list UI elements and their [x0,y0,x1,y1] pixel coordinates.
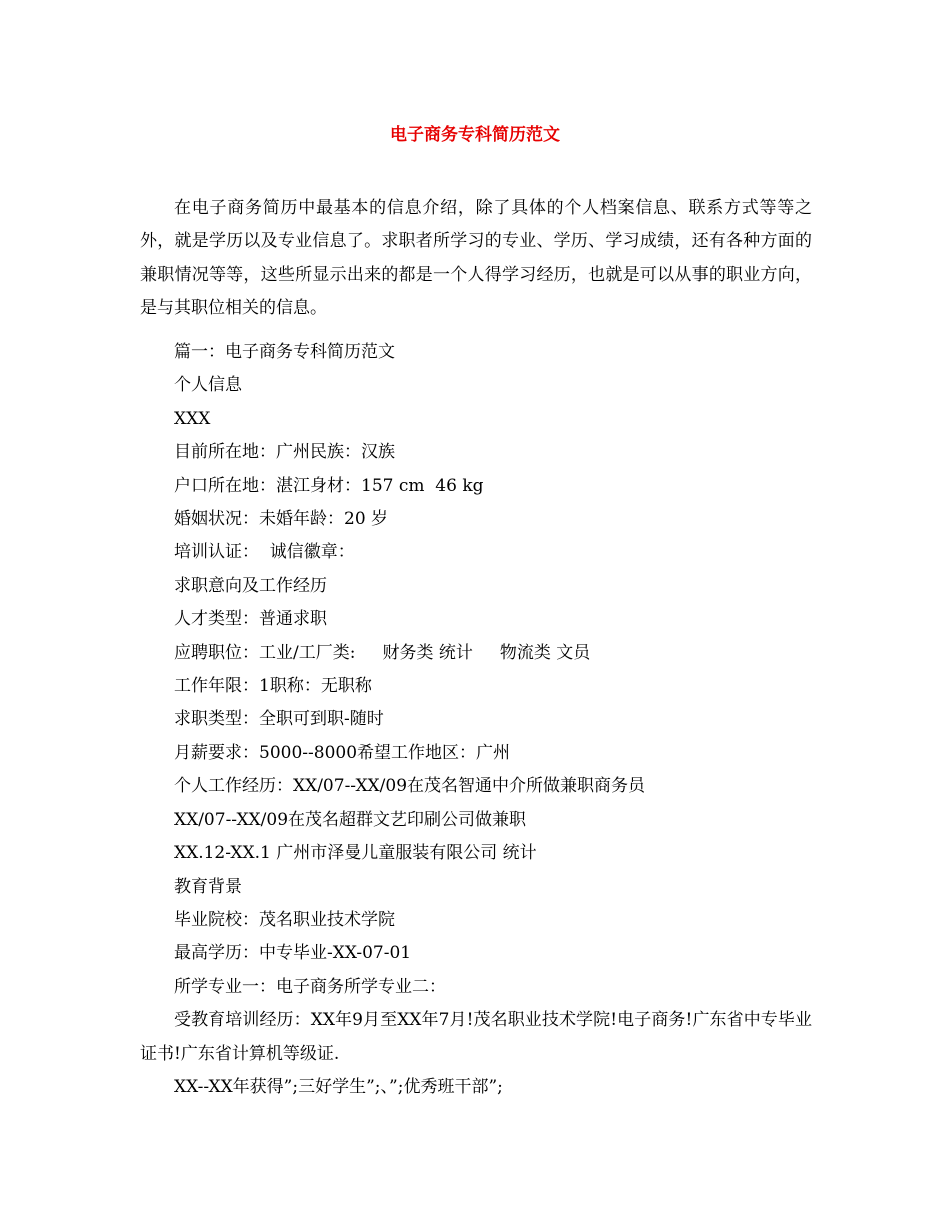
education-line: 毕业院校：茂名职业技术学院 [174,909,395,930]
section-heading: 篇一：电子商务专科简历范文 [174,342,395,362]
info-line: 应聘职位：工业/工厂类: 财务类 统计 物流类 文员 [174,642,591,663]
info-line: 户口所在地：湛江身材：157 cm 46 kg [174,475,484,496]
work-experience-line: XX/07--XX/09在茂名超群文艺印刷公司做兼职 [174,809,527,830]
resume-body [140,336,812,1104]
work-experience-line: XX.12-XX.1 广州市泽曼儿童服装有限公司 统计 [174,843,537,864]
info-line: 工作年限：1职称：无职称 [174,676,372,697]
awards-line: XX--XX年获得”;三好学生”;、”;优秀班干部”; [174,1076,503,1097]
name-line: XXX [174,408,211,429]
work-experience-line: 个人工作经历：XX/07--XX/09在茂名智通中介所做兼职商务员 [174,776,646,797]
info-line: 培训认证： 诚信徽章： [174,542,355,563]
education-line: 所学专业一：电子商务所学专业二： [174,976,446,997]
info-line: 目前所在地：广州民族：汉族 [174,442,395,463]
info-line: 月薪要求：5000--8000希望工作地区：广州 [174,742,511,763]
info-line: 人才类型：普通求职 [174,609,327,630]
info-line: 婚姻状况：未婚年龄：20 岁 [174,509,389,530]
section-heading: 求职意向及工作经历 [174,575,327,596]
intro-paragraph: 在电子商务简历中最基本的信息介绍，除了具体的个人档案信息、联系方式等等之外，就是学历以及专业信息了。求职者所学习的专业、学历、学习成绩，还有各种方面的兼职情况等等，这些所显示出来的都是一个人得学习经历，也就是可以从事的职业方向，是与其职位相关的信息。 [140,198,812,319]
section-heading: 教育背景 [174,876,242,897]
info-line: 求职类型：全职可到职-随时 [174,709,384,730]
education-line: 最高学历：中专毕业-XX-07-01 [174,943,412,964]
education-paragraph: 受教育培训经历：XX年9月至XX年7月!茂名职业技术学院!电子商务!广东省中专毕业证书!广东省计算机等级证. [140,1010,812,1064]
document-title: 电子商务专科简历范文 [390,125,560,145]
section-heading: 个人信息 [174,375,242,396]
